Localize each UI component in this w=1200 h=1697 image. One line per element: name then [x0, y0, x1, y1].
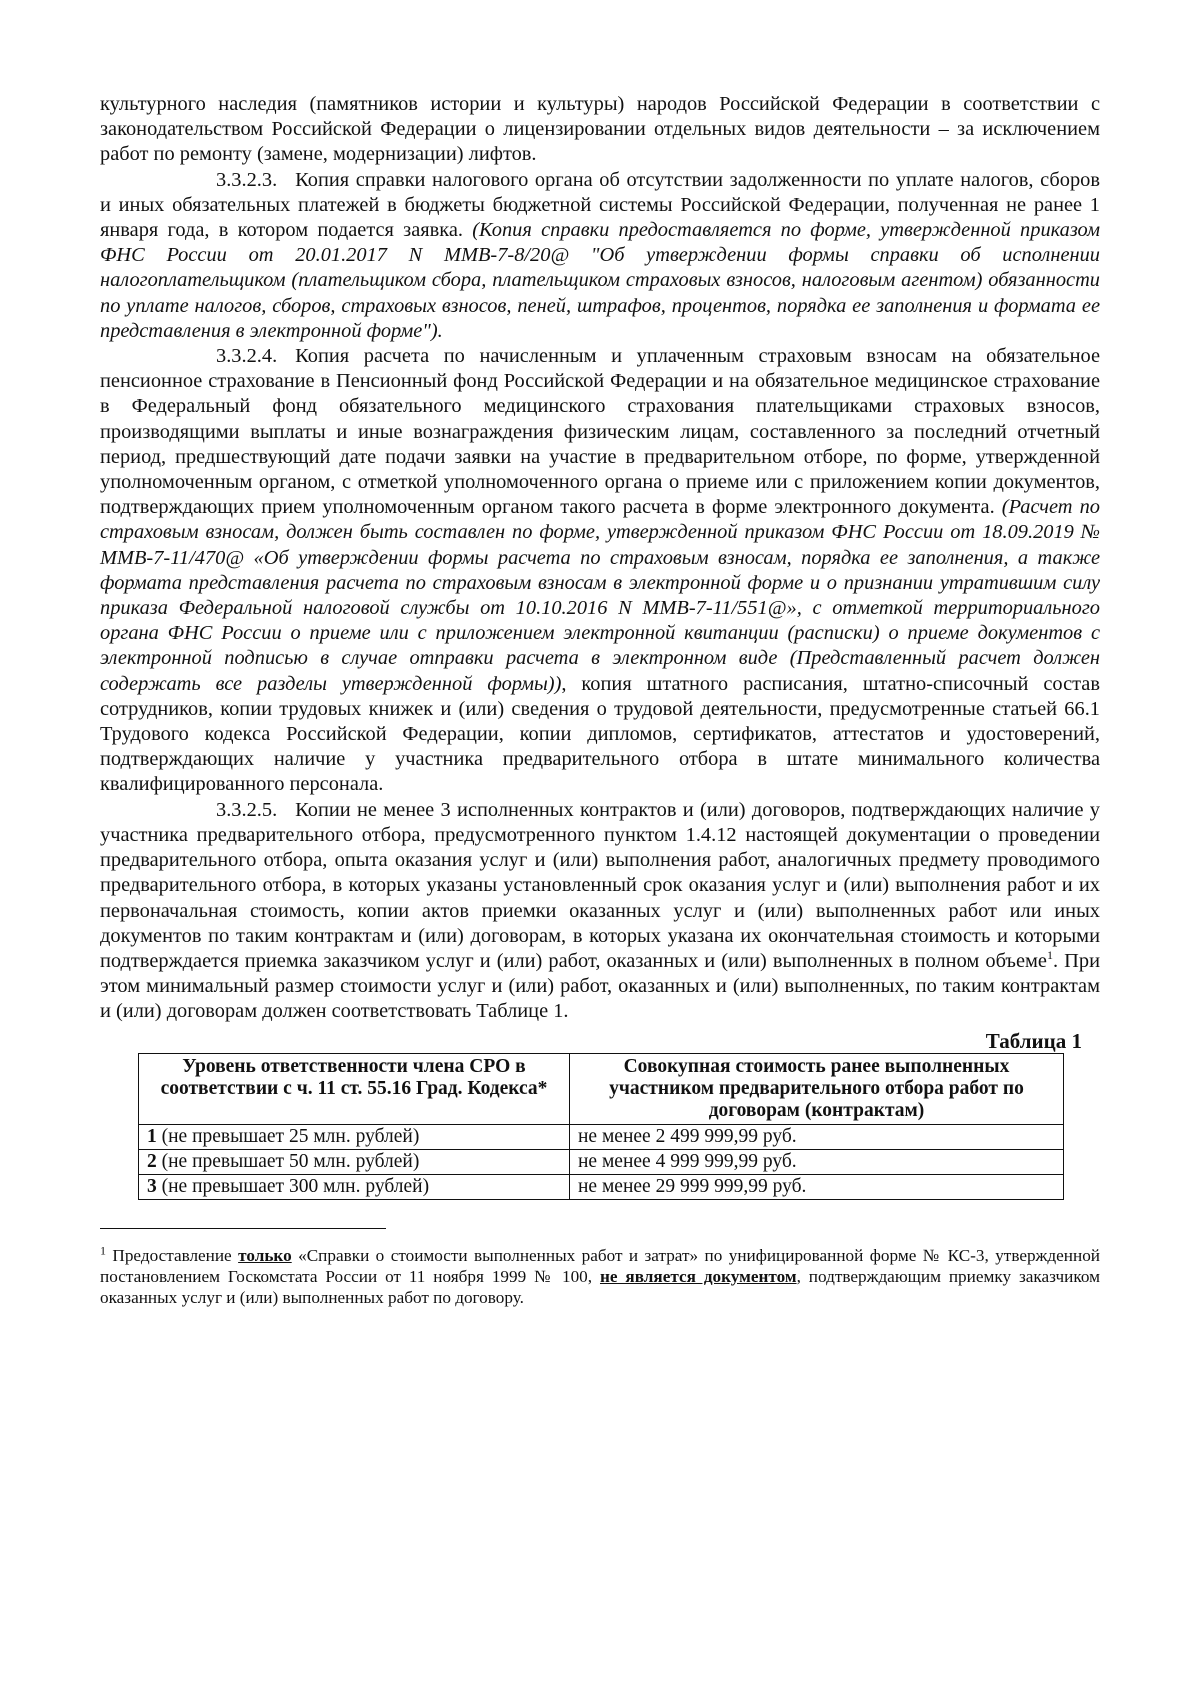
footnote-divider [100, 1228, 386, 1229]
responsibility-table [138, 1053, 1064, 1200]
level-number: 1 [147, 1125, 157, 1147]
level-number: 2 [147, 1150, 157, 1172]
item-3323-text: Копия справки налогового органа об отсутствии задолженности по уплате налогов, сборов и иных обязательных платежей в бюджеты бюджетной системы Российской Федерации, полученная не ранее 1 января года, в котором подается заявка. [100, 168, 1100, 242]
item-3324-text: Копия расчета по начисленным и уплаченным страховым взносам на обязательное пенсионное страхование в Пенсионный фонд Российской Федерации и на обязательное медицинское страхование в Федеральный фонд обязательного медицинского страхования плательщиками страховых взносов, производящими выплаты и иные вознаграждения физическим лицам, составленного за последний отчетный период, предшествующий дате подачи заявки на участие в предварительном отборе, по форме, утвержденной уполномоченным органом, с отметкой уполномоченного органа о приеме или с приложением копии документов, подтверждающих прием уполномоченным органом такого расчета в форме электронного документа. [100, 345, 1100, 519]
level-limit: (не превышает 50 млн. рублей) [156, 1150, 420, 1172]
item-3323 [100, 168, 1100, 344]
table-row [139, 1124, 1064, 1149]
table-row [139, 1174, 1064, 1199]
item-3325-tail: . При этом минимальный размер стоимости услуг и (или) работ, оказанных и (или) выполненных, по таким контрактам и (или) договорам должен соответствовать Таблице 1. [100, 949, 1100, 1023]
footnote [100, 1242, 1101, 1309]
footnote-text-1: Предоставление [106, 1245, 239, 1265]
table-title: Таблица 1 [985, 1028, 1082, 1053]
footnote-text-2: «Справки о стоимости выполненных работ и затрат» по унифицированной форме № КС-3, утвержденной постановлением Госкомстата России от 11 ноября 1999 № 100, [100, 1245, 1100, 1286]
item-3325 [100, 798, 1100, 1025]
item-3324-note: (Расчет по страховым взносам, должен быть составлен по форме, утвержденной приказом ФНС России от 18.09.2019 № ММВ-7-11/470@ «Об утверждении формы расчета по страховым взносам, порядка ее заполнения, а также формата представления расчета по страховым взносам в электронной форме и о признании утратившим силу приказа Федеральной налоговой службы от 10.10.2016 N ММВ-7-11/551@», с отметкой территориального органа ФНС России о приеме или с приложением электронной квитанции (расписки) о приеме документов с электронной подписью в случае отправки расчета в электронном виде (Представленный расчет должен содержать все разделы утвержденной формы)) [100, 496, 1100, 695]
level-limit: (не превышает 300 млн. рублей) [156, 1175, 430, 1197]
item-3324 [100, 344, 1100, 798]
table-header-row [139, 1053, 1064, 1124]
table-row [139, 1149, 1064, 1174]
item-3323-note: (Копия справки предоставляется по форме, утвержденной приказом ФНС России от 20.01.2017 N ММВ-7-8/20@ "Об утверждении формы справки об исполнении налогоплательщиком (плательщиком сбора, плательщиком страховых взносов, налоговым агентом) обязанности по уплате налогов, сборов, страховых взносов, пеней, штрафов, процентов, порядка ее заполнения и формата ее представления в электронной форме"). [100, 219, 1100, 342]
table-cell-cost: не менее 4 999 999,99 руб. [570, 1149, 1064, 1174]
item-3324-tail: , копия штатного расписания, штатно-списочный состав сотрудников, копии трудовых книжек и (или) сведения о трудовой деятельности, предусмотренные статьей 66.1 Трудового кодекса Российской Федерации, копии дипломов, сертификатов, аттестатов и удостоверений, подтверждающих наличие у участника предварительного отбора в штате минимального количества квалифицированного персонала. [100, 672, 1100, 796]
footnote-text-3: , подтверждающим приемку заказчиком оказанных услуг и (или) выполненных работ по договору. [100, 1266, 1101, 1308]
table-header-cost: Совокупная стоимость ранее выполненных участником предварительного отбора работ по договорам (контрактам) [570, 1053, 1064, 1124]
table-header-level: Уровень ответственности члена СРО в соответствии с ч. 11 ст. 55.16 Град. Кодекса* [139, 1053, 570, 1124]
item-3323-number: 3.3.2.3. [216, 168, 278, 191]
level-limit: (не превышает 25 млн. рублей) [156, 1125, 420, 1147]
footnote-reference[interactable]: 1 [1046, 948, 1053, 963]
footnote-emphasis-only: только [238, 1245, 292, 1265]
table-cell-level [139, 1124, 570, 1149]
item-3324-number: 3.3.2.4. [216, 345, 278, 368]
level-number: 3 [147, 1175, 157, 1197]
document-page [100, 92, 1100, 1309]
table-cell-cost: не менее 29 999 999,99 руб. [570, 1174, 1064, 1199]
table-cell-level [139, 1149, 570, 1174]
item-3325-number: 3.3.2.5. [216, 798, 278, 821]
footnote-emphasis-not-document: не является документом [599, 1266, 797, 1286]
item-3325-text: Копии не менее 3 исполненных контрактов и (или) договоров, подтверждающих наличие у участника предварительного отбора, предусмотренного пунктом 1.4.12 настоящей документации о проведении предварительного отбора, опыта оказания услуг и (или) выполнения работ, аналогичных предмету проводимого предварительного отбора, в которых указаны установленный срок оказания услуг и (или) выполнения работ и их первоначальная стоимость, копии актов приемки оказанных услуг и (или) выполненных работ или иных документов по таким контрактам и (или) договорам, в которых указана их окончательная стоимость и которыми подтверждается приемка заказчиком услуг и (или) работ, оказанных и (или) выполненных в полном объеме [100, 798, 1100, 972]
table-cell-cost: не менее 2 499 999,99 руб. [570, 1124, 1064, 1149]
table-cell-level [139, 1174, 570, 1199]
intro-paragraph: культурного наследия (памятников истории и культуры) народов Российской Федерации в соответствии с законодательством Российской Федерации о лицензировании отдельных видов деятельности – за исключением работ по ремонту (замене, модернизации) лифтов. [100, 93, 1100, 166]
footnote-mark: 1 [100, 1242, 106, 1257]
